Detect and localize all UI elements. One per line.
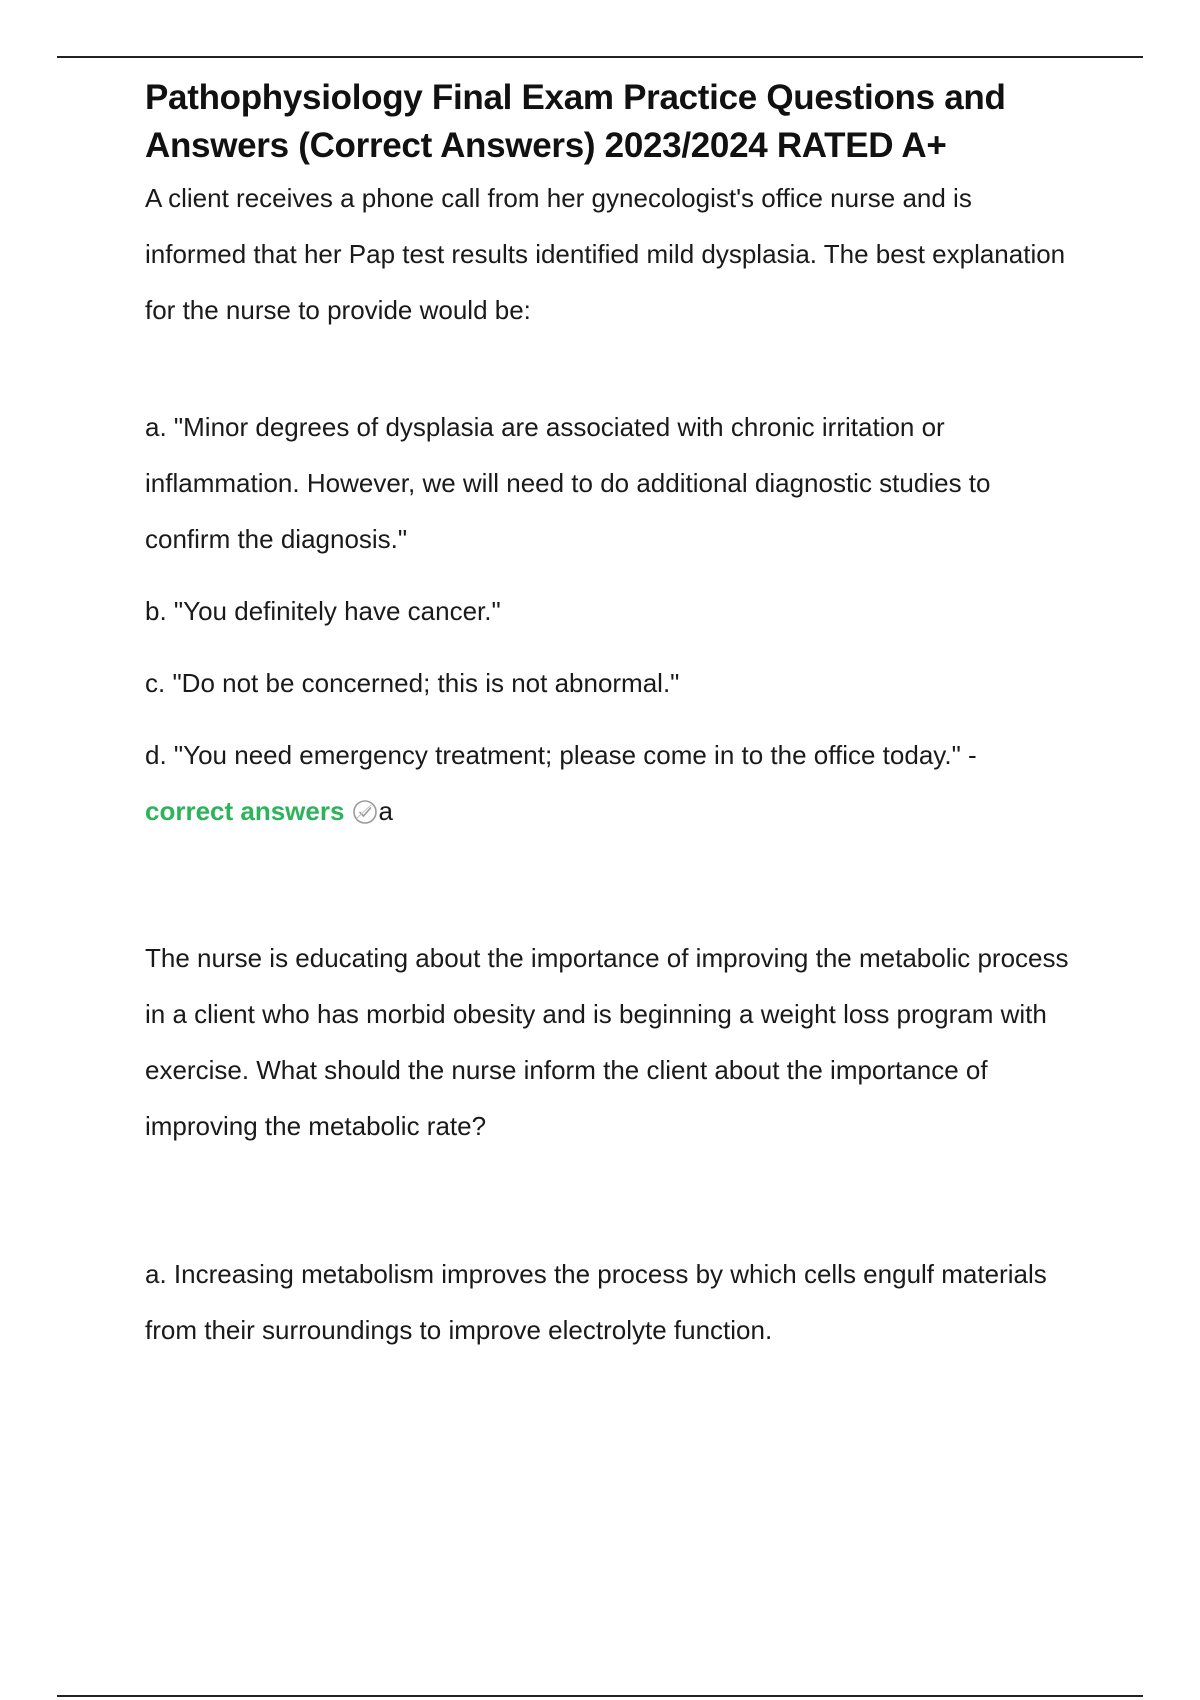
- document-body: [145, 74, 1075, 1358]
- question-1-answer-value: a: [378, 796, 393, 826]
- question-1-option-c: c. "Do not be concerned; this is not abnormal.": [145, 668, 680, 698]
- question-1-answer: [145, 783, 1075, 839]
- top-rule: [57, 56, 1143, 58]
- check-circle-icon: [352, 788, 378, 814]
- question-1-option-d: d. "You need emergency treatment; please come in to the office today." -: [145, 740, 977, 770]
- question-2: [145, 930, 1075, 1358]
- question-1: [145, 170, 1075, 839]
- bottom-rule: [57, 1695, 1143, 1697]
- question-1-option-a: a. "Minor degrees of dysplasia are associated with chronic irritation or inflammation. However, we will need to do additional diagnostic studies to confirm the diagnosis.": [145, 412, 991, 554]
- question-2-stem: The nurse is educating about the importance of improving the metabolic process in a client who has morbid obesity and is beginning a weight loss program with exercise. What should the nurse inform the client about the importance of improving the metabolic rate?: [145, 943, 1069, 1141]
- correct-answers-label: correct answers: [145, 796, 345, 826]
- question-2-option-a: a. Increasing metabolism improves the process by which cells engulf materials from their surroundings to improve electrolyte function.: [145, 1259, 1047, 1345]
- question-1-option-b: b. "You definitely have cancer.": [145, 596, 501, 626]
- page-title: Pathophysiology Final Exam Practice Questions and Answers (Correct Answers) 2023/2024 RATED A+: [145, 78, 1006, 165]
- question-1-stem: A client receives a phone call from her gynecologist's office nurse and is informed that her Pap test results identified mild dysplasia. The best explanation for the nurse to provide would be:: [145, 183, 1066, 325]
